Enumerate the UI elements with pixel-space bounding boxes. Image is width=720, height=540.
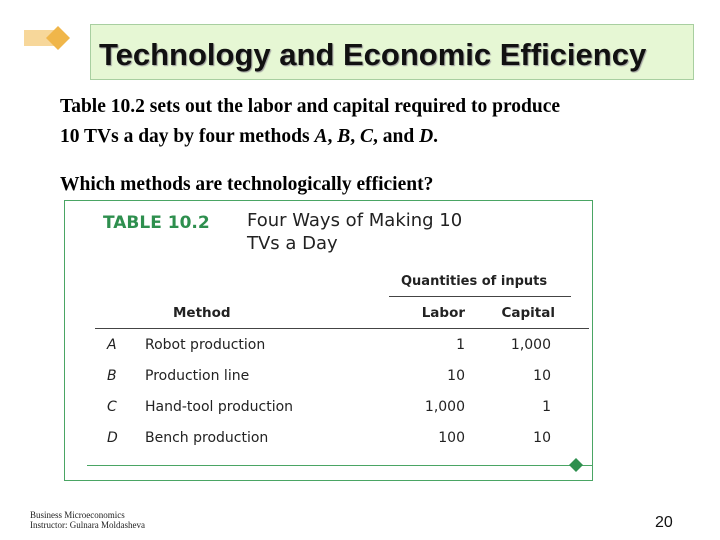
table-figure (64, 200, 593, 481)
question-paragraph: Which methods are technologically efficient? (60, 174, 434, 195)
title-banner (90, 24, 694, 80)
row-letter: A (107, 337, 117, 353)
table-row (65, 430, 592, 452)
row-method-name: Bench production (145, 430, 269, 446)
footer-instructor: Instructor: Gulnara Moldasheva (30, 520, 145, 530)
row-method-name: Production line (145, 368, 250, 384)
method-c-inline: C (359, 126, 373, 147)
method-a-inline: A (314, 126, 328, 147)
row-capital: 1 (542, 399, 551, 415)
group-header-rule (389, 296, 571, 297)
row-letter: B (107, 368, 117, 384)
intro-paragraph (60, 92, 560, 152)
method-b-inline: B (337, 126, 351, 147)
row-labor: 10 (447, 368, 465, 384)
footer-course: Business Microeconomics (30, 510, 125, 520)
table-row (65, 368, 592, 390)
intro-line-2: 10 TVs a day by four methods A, B, C, and D. (60, 126, 439, 147)
column-header-labor: Labor (421, 305, 465, 321)
row-letter: C (107, 399, 117, 415)
table-bottom-rule (87, 465, 593, 466)
and-word: and (382, 126, 415, 147)
intro-line-1: Table 10.2 sets out the labor and capital required to produce (60, 96, 561, 117)
page-number: 20 (655, 514, 673, 531)
intro-line-2-prefix: 10 TVs a day by four methods (60, 126, 315, 147)
header-rule (95, 328, 589, 329)
row-method-name: Robot production (145, 337, 266, 353)
row-capital: 10 (533, 368, 551, 384)
table-caption-line-1: Four Ways of Making 10 (247, 210, 463, 231)
row-labor: 1 (456, 337, 465, 353)
table-row (65, 337, 592, 359)
row-labor: 100 (438, 430, 465, 446)
method-d-inline: D (419, 126, 434, 147)
decorative-diamond-icon (24, 24, 70, 52)
row-letter: D (107, 430, 118, 446)
row-method-name: Hand-tool production (145, 399, 294, 415)
table-caption-line-2: TVs a Day (247, 233, 338, 254)
footer-credits (30, 510, 145, 530)
column-header-method: Method (173, 305, 231, 321)
group-header: Quantities of inputs (401, 274, 548, 289)
column-header-capital: Capital (501, 305, 555, 321)
slide-title: Technology and Economic Efficiency (99, 37, 647, 72)
corner-diamond-icon (569, 458, 583, 472)
row-capital: 10 (533, 430, 551, 446)
table-row (65, 399, 592, 421)
row-labor: 1,000 (424, 399, 465, 415)
table-caption (247, 209, 462, 255)
row-capital: 1,000 (510, 337, 551, 353)
table-label: TABLE 10.2 (103, 213, 210, 233)
